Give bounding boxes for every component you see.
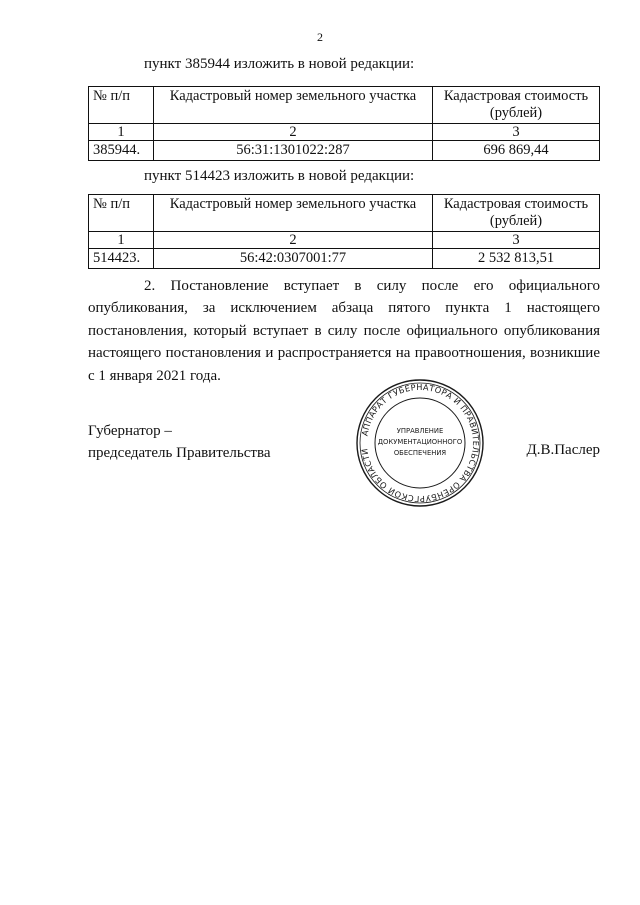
amendment-intro-1: пункт 385944 изложить в новой редакции:: [144, 56, 415, 72]
header-number: № п/п: [89, 195, 154, 232]
effective-date-paragraph: 2. Постановление вступает в силу после его официального опубликования, за исключением абзаца пятого пункта 1 настоящего постановления, который вступает в силу после официального опубликования настоящего постановления и распространяется на правоотношения, возникшие с 1 января 2021 года.: [88, 278, 600, 384]
index-cell: 3: [433, 232, 600, 249]
official-seal-stamp: [355, 378, 485, 508]
table-index-row: [89, 232, 600, 249]
table-row: [89, 141, 600, 161]
amendment-table-1: [88, 86, 600, 161]
header-number: № п/п: [89, 87, 154, 124]
signer-name: Д.В.Паслер: [526, 442, 600, 458]
index-cell: 3: [433, 124, 600, 141]
page-number: 2: [317, 30, 323, 44]
seal-inner-line3: ОБЕСПЕЧЕНИЯ: [393, 449, 447, 457]
header-cadastral-value-line2: (рублей): [489, 213, 543, 229]
index-cell: 2: [154, 124, 433, 141]
header-cadastral-value: [433, 195, 600, 232]
table-index-row: [89, 124, 600, 141]
seal-outer-text: АППАРАТ ГУБЕРНАТОРА И ПРАВИТЕЛЬСТВА ОРЕНБУРГСКОЙ ОБЛАСТИ: [359, 381, 482, 505]
row-number: 514423.: [89, 249, 154, 269]
signer-title: [88, 420, 271, 464]
index-cell: 1: [89, 232, 154, 249]
header-cadastral-value-line1: Кадастровая стоимость: [443, 88, 589, 104]
signer-title-line2: председатель Правительства: [88, 445, 271, 461]
row-cadastral-number: 56:42:0307001:77: [154, 249, 433, 269]
table-header-row: [89, 195, 600, 232]
table-row: [89, 249, 600, 269]
header-cadastral-number: Кадастровый номер земельного участка: [154, 195, 433, 232]
row-cadastral-value: 2 532 813,51: [433, 249, 600, 269]
row-cadastral-number: 56:31:1301022:287: [154, 141, 433, 161]
index-cell: 2: [154, 232, 433, 249]
seal-inner-line1: УПРАВЛЕНИЕ: [396, 427, 444, 435]
amendment-intro-2: пункт 514423 изложить в новой редакции:: [144, 168, 415, 184]
index-cell: 1: [89, 124, 154, 141]
header-cadastral-value-line1: Кадастровая стоимость: [443, 196, 589, 212]
row-number: 385944.: [89, 141, 154, 161]
amendment-table-2: [88, 194, 600, 269]
header-cadastral-number: Кадастровый номер земельного участка: [154, 87, 433, 124]
header-cadastral-value-line2: (рублей): [489, 105, 543, 121]
signer-title-line1: Губернатор –: [88, 423, 172, 439]
seal-inner-line2: ДОКУМЕНТАЦИОННОГО: [377, 438, 463, 446]
row-cadastral-value: 696 869,44: [433, 141, 600, 161]
header-cadastral-value: [433, 87, 600, 124]
table-header-row: [89, 87, 600, 124]
